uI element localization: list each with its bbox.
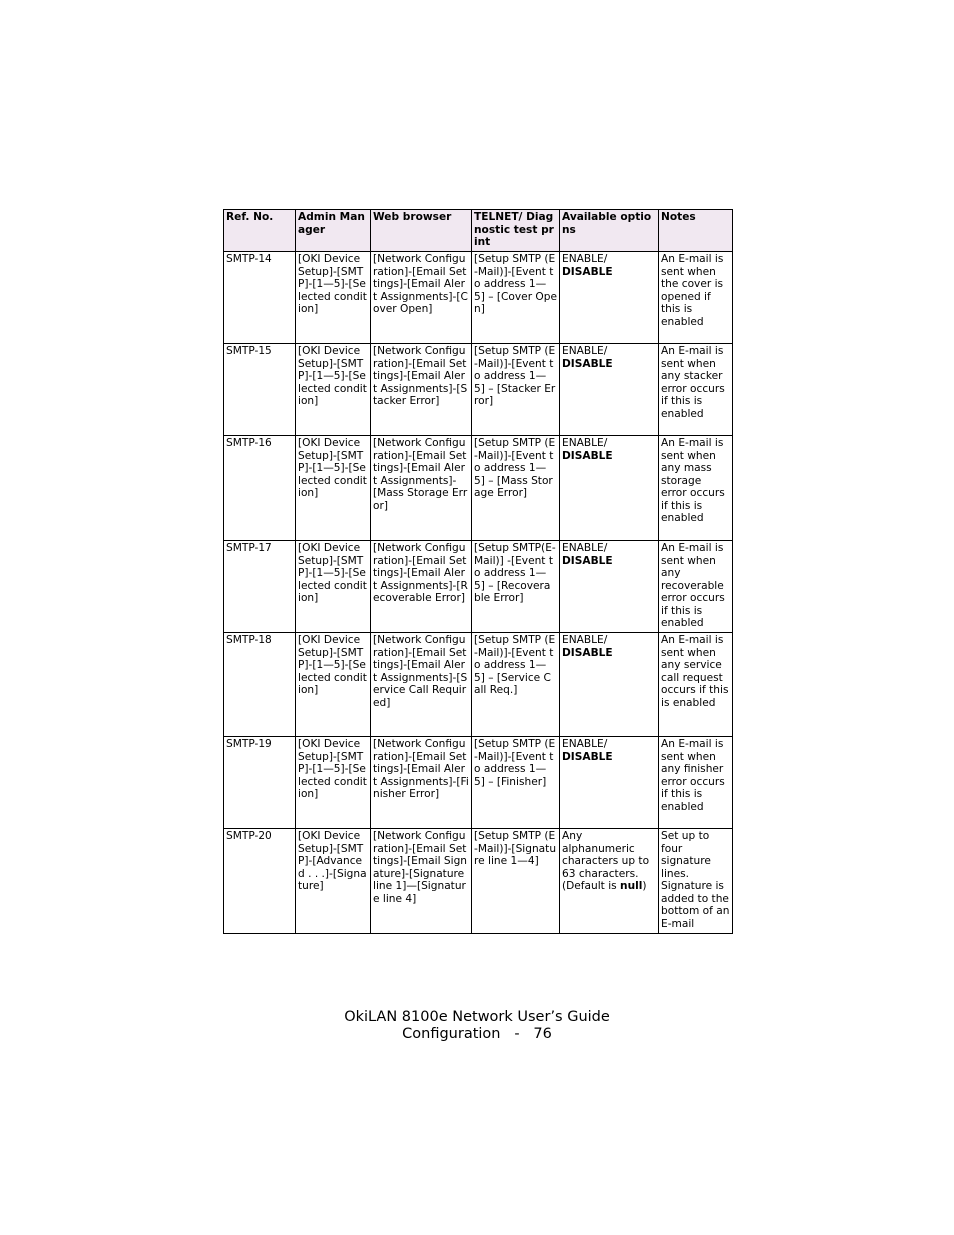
cell-available-options <box>560 541 659 633</box>
settings-table <box>223 209 733 934</box>
header-available-options: Available options <box>560 210 659 252</box>
cell-web-browser: [Network Configuration]-[Email Settings]-[Email Signature]-[Signature line 1]—[Signature line 4] <box>371 829 472 934</box>
option-text: ENABLE/ <box>562 345 608 357</box>
footer-guide-title: OkiLAN 8100e Network User’s Guide <box>344 1009 610 1025</box>
cell-available-options <box>560 737 659 829</box>
cell-available-options <box>560 344 659 436</box>
cell-notes: An E-mail is sent when any recoverable error occurs if this is enabled <box>659 541 733 633</box>
table-row <box>224 829 733 934</box>
header-notes: Notes <box>659 210 733 252</box>
cell-ref-no: SMTP-17 <box>224 541 296 633</box>
option-default: DISABLE <box>562 750 613 763</box>
cell-admin-manager: [OKI Device Setup]-[SMTP]-[Advanced . . .]-[Signature] <box>296 829 371 934</box>
option-default: DISABLE <box>562 265 613 278</box>
option-default: DISABLE <box>562 554 613 567</box>
cell-ref-no: SMTP-15 <box>224 344 296 436</box>
cell-ref-no: SMTP-16 <box>224 436 296 541</box>
table-row <box>224 541 733 633</box>
cell-telnet: [Setup SMTP (E-Mail)]-[Event to address 1—5] – [Finisher] <box>472 737 560 829</box>
option-default: null <box>620 880 643 892</box>
option-suffix: ) <box>642 880 647 892</box>
cell-admin-manager: [OKI Device Setup]-[SMTP]-[1—5]-[Selected condition] <box>296 252 371 344</box>
table-row <box>224 344 733 436</box>
cell-available-options <box>560 252 659 344</box>
cell-telnet: [Setup SMTP (E-Mail)]-[Event to address 1—5] – [Mass Storage Error] <box>472 436 560 541</box>
cell-admin-manager: [OKI Device Setup]-[SMTP]-[1—5]-[Selected condition] <box>296 541 371 633</box>
cell-admin-manager: [OKI Device Setup]-[SMTP]-[1—5]-[Selected condition] <box>296 436 371 541</box>
cell-notes: Set up to four signature lines. Signature is added to the bottom of an E-mail <box>659 829 733 934</box>
option-default: DISABLE <box>562 357 613 370</box>
option-text: ENABLE/ <box>562 634 608 646</box>
cell-web-browser: [Network Configuration]-[Email Settings]-[Email Alert Assignments]-[Stacker Error] <box>371 344 472 436</box>
cell-ref-no: SMTP-19 <box>224 737 296 829</box>
cell-telnet: [Setup SMTP (E-Mail)]-[Signature line 1—4] <box>472 829 560 934</box>
option-text: Any alphanumeric characters up to 63 characters. (Default is <box>562 830 650 892</box>
table-row <box>224 436 733 541</box>
cell-admin-manager: [OKI Device Setup]-[SMTP]-[1—5]-[Selected condition] <box>296 633 371 737</box>
cell-telnet: [Setup SMTP (E-Mail)]-[Event to address 1—5] – [Cover Open] <box>472 252 560 344</box>
table-row <box>224 252 733 344</box>
footer-page-label: Configuration - 76 <box>402 1026 552 1042</box>
cell-available-options <box>560 633 659 737</box>
cell-notes: An E-mail is sent when any service call request occurs if this is enabled <box>659 633 733 737</box>
table-header-row <box>224 210 733 252</box>
table-body <box>224 252 733 934</box>
option-text: ENABLE/ <box>562 542 608 554</box>
cell-ref-no: SMTP-20 <box>224 829 296 934</box>
cell-notes: An E-mail is sent when any mass storage error occurs if this is enabled <box>659 436 733 541</box>
cell-notes: An E-mail is sent when any finisher error occurs if this is enabled <box>659 737 733 829</box>
table-row <box>224 737 733 829</box>
table-row <box>224 633 733 737</box>
cell-web-browser: [Network Configuration]-[Email Settings]-[Email Alert Assignments]-[Finisher Error] <box>371 737 472 829</box>
header-telnet: TELNET/ Diagnostic test print <box>472 210 560 252</box>
cell-notes: An E-mail is sent when any stacker error occurs if this is enabled <box>659 344 733 436</box>
cell-telnet: [Setup SMTP(E-Mail)] -[Event to address 1—5] – [Recoverable Error] <box>472 541 560 633</box>
cell-available-options <box>560 436 659 541</box>
option-text: ENABLE/ <box>562 437 608 449</box>
header-admin-manager: Admin Manager <box>296 210 371 252</box>
cell-available-options <box>560 829 659 934</box>
header-ref-no: Ref. No. <box>224 210 296 252</box>
cell-ref-no: SMTP-18 <box>224 633 296 737</box>
cell-web-browser: [Network Configuration]-[Email Settings]-[Email Alert Assignments]-[Cover Open] <box>371 252 472 344</box>
option-default: DISABLE <box>562 646 613 659</box>
cell-web-browser: [Network Configuration]-[Email Settings]-[Email Alert Assignments]-[Recoverable Error] <box>371 541 472 633</box>
cell-telnet: [Setup SMTP (E-Mail)]-[Event to address 1—5] – [Stacker Error] <box>472 344 560 436</box>
cell-web-browser: [Network Configuration]-[Email Settings]-[Email Alert Assignments]-[Service Call Required] <box>371 633 472 737</box>
cell-notes: An E-mail is sent when the cover is opened if this is enabled <box>659 252 733 344</box>
cell-ref-no: SMTP-14 <box>224 252 296 344</box>
cell-admin-manager: [OKI Device Setup]-[SMTP]-[1—5]-[Selected condition] <box>296 344 371 436</box>
cell-telnet: [Setup SMTP (E-Mail)]-[Event to address 1—5] – [Service Call Req.] <box>472 633 560 737</box>
cell-admin-manager: [OKI Device Setup]-[SMTP]-[1—5]-[Selected condition] <box>296 737 371 829</box>
header-web-browser: Web browser <box>371 210 472 252</box>
cell-web-browser: [Network Configuration]-[Email Settings]-[Email Alert Assignments]-[Mass Storage Error] <box>371 436 472 541</box>
option-text: ENABLE/ <box>562 253 608 265</box>
option-default: DISABLE <box>562 449 613 462</box>
option-text: ENABLE/ <box>562 738 608 750</box>
